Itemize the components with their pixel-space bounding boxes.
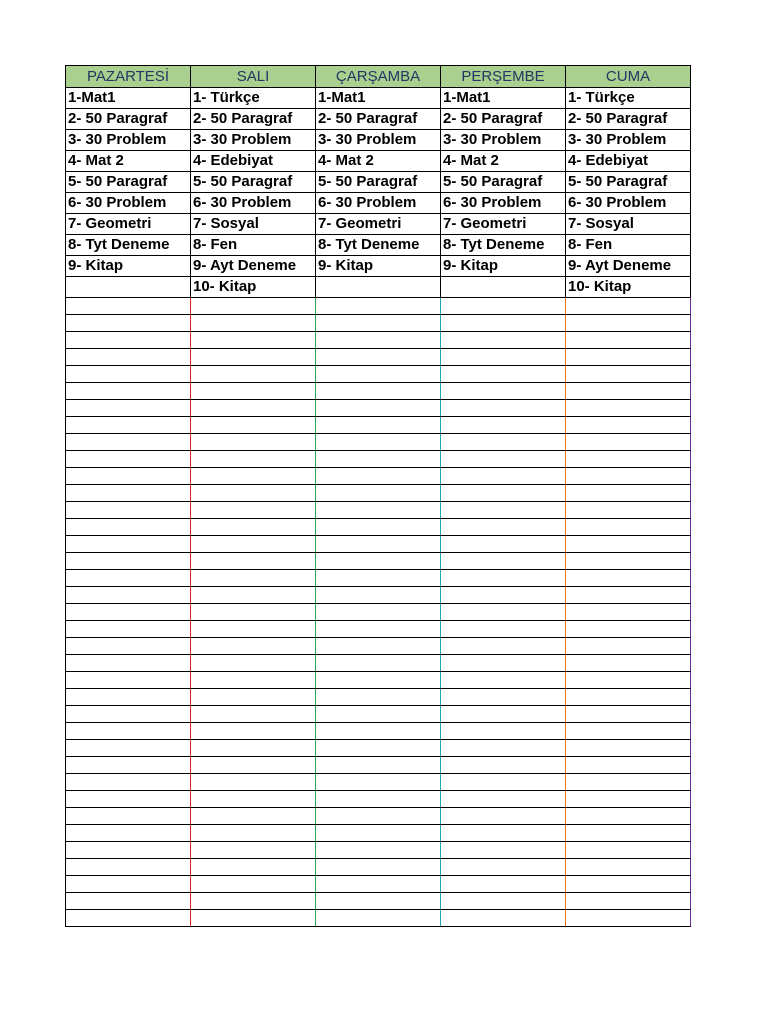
empty-cell[interactable] (316, 638, 441, 655)
empty-row (66, 723, 691, 740)
empty-cell[interactable] (566, 587, 691, 604)
table-row (66, 151, 691, 172)
empty-cell[interactable] (316, 587, 441, 604)
empty-cell[interactable] (441, 451, 566, 468)
empty-cell[interactable] (66, 689, 191, 706)
empty-cell[interactable] (66, 604, 191, 621)
empty-row (66, 740, 691, 757)
empty-cell[interactable] (316, 383, 441, 400)
empty-cell[interactable] (566, 859, 691, 876)
empty-cell[interactable] (316, 519, 441, 536)
empty-cell[interactable] (316, 655, 441, 672)
empty-cell[interactable] (66, 910, 191, 927)
empty-cell[interactable] (566, 706, 691, 723)
empty-row (66, 672, 691, 689)
empty-cell[interactable] (66, 298, 191, 315)
header-cell-persembe[interactable]: PERŞEMBE (441, 66, 566, 88)
empty-cell[interactable] (316, 400, 441, 417)
weekly-schedule-table (65, 65, 691, 927)
empty-row (66, 774, 691, 791)
empty-cell[interactable] (566, 451, 691, 468)
empty-cell[interactable] (191, 451, 316, 468)
table-row (66, 256, 691, 277)
empty-cell[interactable] (316, 451, 441, 468)
empty-row (66, 553, 691, 570)
empty-cell[interactable] (191, 910, 316, 927)
table-cell[interactable]: 2- 50 Paragraf (316, 109, 441, 130)
header-cell-sali[interactable]: SALI (191, 66, 316, 88)
empty-row (66, 536, 691, 553)
empty-cell[interactable] (191, 689, 316, 706)
empty-cell[interactable] (566, 638, 691, 655)
empty-cell[interactable] (566, 774, 691, 791)
table-cell[interactable]: 4- Mat 2 (66, 151, 191, 172)
table-cell[interactable]: 5- 50 Paragraf (316, 172, 441, 193)
table-cell[interactable]: 6- 30 Problem (191, 193, 316, 214)
empty-row (66, 570, 691, 587)
table-cell[interactable]: 2- 50 Paragraf (66, 109, 191, 130)
empty-row (66, 400, 691, 417)
empty-cell[interactable] (441, 774, 566, 791)
empty-cell[interactable] (566, 876, 691, 893)
empty-cell[interactable] (566, 417, 691, 434)
empty-cell[interactable] (191, 638, 316, 655)
empty-row (66, 332, 691, 349)
empty-cell[interactable] (441, 621, 566, 638)
table-cell[interactable]: 5- 50 Paragraf (66, 172, 191, 193)
table-cell[interactable]: 1- Türkçe (566, 88, 691, 109)
empty-cell[interactable] (316, 876, 441, 893)
empty-cell[interactable] (316, 893, 441, 910)
empty-row (66, 366, 691, 383)
empty-cell[interactable] (441, 791, 566, 808)
table-cell[interactable]: 10- Kitap (191, 277, 316, 298)
empty-cell[interactable] (566, 655, 691, 672)
empty-cell[interactable] (316, 349, 441, 366)
empty-cell[interactable] (316, 315, 441, 332)
header-cell-cuma[interactable]: CUMA (566, 66, 691, 88)
empty-cell[interactable] (66, 536, 191, 553)
empty-cell[interactable] (316, 689, 441, 706)
empty-cell[interactable] (316, 621, 441, 638)
empty-cell[interactable] (316, 417, 441, 434)
empty-row (66, 485, 691, 502)
empty-cell[interactable] (191, 553, 316, 570)
empty-cell[interactable] (566, 349, 691, 366)
table-row (66, 277, 691, 298)
table-cell[interactable]: 2- 50 Paragraf (191, 109, 316, 130)
empty-row (66, 468, 691, 485)
empty-cell[interactable] (66, 740, 191, 757)
empty-cell[interactable] (66, 434, 191, 451)
empty-cell[interactable] (191, 859, 316, 876)
empty-cell[interactable] (66, 383, 191, 400)
empty-cell[interactable] (441, 468, 566, 485)
empty-cell[interactable] (191, 519, 316, 536)
empty-cell[interactable] (441, 672, 566, 689)
empty-cell[interactable] (66, 706, 191, 723)
empty-cell[interactable] (191, 349, 316, 366)
empty-cell[interactable] (66, 723, 191, 740)
empty-cell[interactable] (441, 315, 566, 332)
table-cell[interactable]: 1-Mat1 (66, 88, 191, 109)
empty-cell[interactable] (316, 468, 441, 485)
empty-cell[interactable] (441, 876, 566, 893)
empty-cell[interactable] (66, 570, 191, 587)
table-cell[interactable]: 8- Fen (566, 235, 691, 256)
empty-cell[interactable] (191, 774, 316, 791)
empty-cell[interactable] (316, 553, 441, 570)
empty-cell[interactable] (441, 604, 566, 621)
empty-row (66, 757, 691, 774)
empty-cell[interactable] (191, 366, 316, 383)
empty-row (66, 417, 691, 434)
table-cell[interactable]: 3- 30 Problem (566, 130, 691, 151)
table-cell[interactable]: 5- 50 Paragraf (191, 172, 316, 193)
empty-cell[interactable] (316, 570, 441, 587)
empty-row (66, 808, 691, 825)
empty-cell[interactable] (316, 672, 441, 689)
table-row (66, 172, 691, 193)
table-cell[interactable]: 1- Türkçe (191, 88, 316, 109)
table-cell[interactable]: 6- 30 Problem (316, 193, 441, 214)
empty-row (66, 383, 691, 400)
empty-cell[interactable] (316, 485, 441, 502)
empty-cell[interactable] (441, 502, 566, 519)
table-cell[interactable]: 4- Edebiyat (191, 151, 316, 172)
empty-cell[interactable] (316, 910, 441, 927)
empty-cell[interactable] (66, 842, 191, 859)
empty-cell[interactable] (441, 825, 566, 842)
table-row (66, 193, 691, 214)
empty-cell[interactable] (316, 723, 441, 740)
table-cell[interactable]: 4- Mat 2 (316, 151, 441, 172)
empty-cell[interactable] (316, 774, 441, 791)
empty-cell[interactable] (191, 570, 316, 587)
empty-row (66, 791, 691, 808)
empty-row (66, 825, 691, 842)
empty-cell[interactable] (191, 485, 316, 502)
empty-cell[interactable] (566, 519, 691, 536)
empty-cell[interactable] (191, 706, 316, 723)
empty-cell[interactable] (66, 349, 191, 366)
empty-cell[interactable] (316, 791, 441, 808)
empty-row (66, 298, 691, 315)
empty-cell[interactable] (66, 587, 191, 604)
empty-row (66, 502, 691, 519)
table-row (66, 88, 691, 109)
empty-row (66, 621, 691, 638)
empty-cell[interactable] (191, 757, 316, 774)
empty-cell[interactable] (441, 553, 566, 570)
table-cell[interactable]: 5- 50 Paragraf (566, 172, 691, 193)
empty-row (66, 893, 691, 910)
empty-row (66, 451, 691, 468)
empty-cell[interactable] (441, 893, 566, 910)
empty-row (66, 876, 691, 893)
empty-cell[interactable] (191, 315, 316, 332)
empty-cell[interactable] (566, 757, 691, 774)
empty-cell[interactable] (66, 876, 191, 893)
table-cell[interactable]: 1-Mat1 (316, 88, 441, 109)
empty-cell[interactable] (441, 808, 566, 825)
empty-cell[interactable] (566, 553, 691, 570)
empty-cell[interactable] (66, 485, 191, 502)
empty-cell[interactable] (191, 825, 316, 842)
table-cell[interactable]: 2- 50 Paragraf (441, 109, 566, 130)
table-cell[interactable]: 2- 50 Paragraf (566, 109, 691, 130)
table-cell[interactable]: 6- 30 Problem (66, 193, 191, 214)
empty-cell[interactable] (441, 689, 566, 706)
empty-cell[interactable] (66, 332, 191, 349)
table-cell[interactable]: 9- Kitap (441, 256, 566, 277)
empty-cell[interactable] (316, 740, 441, 757)
empty-cell[interactable] (441, 332, 566, 349)
empty-cell[interactable] (191, 298, 316, 315)
empty-cell[interactable] (316, 842, 441, 859)
table-cell[interactable]: 6- 30 Problem (566, 193, 691, 214)
empty-cell[interactable] (191, 808, 316, 825)
empty-cell[interactable] (191, 417, 316, 434)
empty-cell[interactable] (66, 757, 191, 774)
empty-cell[interactable] (66, 825, 191, 842)
empty-cell[interactable] (316, 366, 441, 383)
empty-cell[interactable] (441, 298, 566, 315)
empty-cell[interactable] (441, 519, 566, 536)
table-cell[interactable]: 4- Edebiyat (566, 151, 691, 172)
table-cell[interactable]: 6- 30 Problem (441, 193, 566, 214)
schedule-body (66, 88, 691, 927)
empty-cell[interactable] (441, 417, 566, 434)
empty-cell[interactable] (66, 774, 191, 791)
empty-cell[interactable] (191, 723, 316, 740)
table-cell[interactable]: 7- Geometri (316, 214, 441, 235)
table-cell[interactable]: 4- Mat 2 (441, 151, 566, 172)
table-cell[interactable]: 9- Ayt Deneme (566, 256, 691, 277)
table-cell[interactable]: 7- Geometri (66, 214, 191, 235)
table-cell[interactable]: 7- Geometri (441, 214, 566, 235)
table-cell[interactable]: 10- Kitap (566, 277, 691, 298)
empty-cell[interactable] (191, 672, 316, 689)
empty-cell[interactable] (191, 587, 316, 604)
empty-cell[interactable] (566, 468, 691, 485)
empty-cell[interactable] (66, 553, 191, 570)
table-cell[interactable]: 8- Tyt Deneme (441, 235, 566, 256)
empty-cell[interactable] (316, 825, 441, 842)
empty-cell[interactable] (441, 740, 566, 757)
empty-cell[interactable] (66, 400, 191, 417)
empty-cell[interactable] (191, 400, 316, 417)
empty-cell[interactable] (191, 434, 316, 451)
empty-cell[interactable] (441, 706, 566, 723)
table-cell[interactable]: 3- 30 Problem (441, 130, 566, 151)
empty-cell[interactable] (566, 808, 691, 825)
empty-cell[interactable] (66, 808, 191, 825)
table-cell[interactable]: 7- Sosyal (191, 214, 316, 235)
empty-cell[interactable] (66, 672, 191, 689)
table-cell[interactable]: 8- Fen (191, 235, 316, 256)
empty-cell[interactable] (566, 400, 691, 417)
empty-cell[interactable] (66, 451, 191, 468)
table-cell[interactable]: 8- Tyt Deneme (66, 235, 191, 256)
empty-cell[interactable] (316, 604, 441, 621)
empty-cell[interactable] (66, 315, 191, 332)
table-cell[interactable]: 5- 50 Paragraf (441, 172, 566, 193)
empty-cell[interactable] (566, 893, 691, 910)
empty-cell[interactable] (66, 468, 191, 485)
table-cell[interactable]: 9- Kitap (316, 256, 441, 277)
table-cell[interactable]: 8- Tyt Deneme (316, 235, 441, 256)
empty-cell[interactable] (441, 587, 566, 604)
table-cell[interactable]: 3- 30 Problem (66, 130, 191, 151)
empty-cell[interactable] (566, 723, 691, 740)
table-row (66, 109, 691, 130)
empty-cell[interactable] (566, 740, 691, 757)
empty-row (66, 638, 691, 655)
empty-cell[interactable] (191, 740, 316, 757)
empty-cell[interactable] (441, 859, 566, 876)
empty-cell[interactable] (316, 502, 441, 519)
empty-cell[interactable] (191, 502, 316, 519)
empty-cell[interactable] (191, 893, 316, 910)
empty-cell[interactable] (191, 332, 316, 349)
empty-cell[interactable] (316, 298, 441, 315)
header-cell-pazartesi[interactable]: PAZARTESİ (66, 66, 191, 88)
empty-cell[interactable] (441, 349, 566, 366)
table-cell[interactable]: 3- 30 Problem (191, 130, 316, 151)
empty-row (66, 434, 691, 451)
empty-cell[interactable] (566, 434, 691, 451)
empty-row (66, 349, 691, 366)
empty-cell[interactable] (66, 638, 191, 655)
empty-row (66, 706, 691, 723)
empty-row (66, 842, 691, 859)
table-cell[interactable]: 1-Mat1 (441, 88, 566, 109)
empty-cell[interactable] (566, 825, 691, 842)
empty-cell[interactable] (441, 366, 566, 383)
empty-cell[interactable] (191, 621, 316, 638)
empty-cell[interactable] (441, 910, 566, 927)
empty-row (66, 519, 691, 536)
empty-cell[interactable] (566, 366, 691, 383)
empty-cell[interactable] (441, 723, 566, 740)
empty-cell[interactable] (441, 400, 566, 417)
table-cell[interactable] (441, 277, 566, 298)
empty-cell[interactable] (566, 910, 691, 927)
empty-row (66, 315, 691, 332)
empty-cell[interactable] (441, 638, 566, 655)
empty-cell[interactable] (441, 570, 566, 587)
empty-cell[interactable] (191, 876, 316, 893)
header-row (66, 66, 691, 88)
empty-cell[interactable] (316, 536, 441, 553)
empty-cell[interactable] (566, 842, 691, 859)
empty-cell[interactable] (566, 332, 691, 349)
empty-row (66, 604, 691, 621)
empty-cell[interactable] (441, 383, 566, 400)
empty-cell[interactable] (316, 808, 441, 825)
empty-cell[interactable] (66, 859, 191, 876)
table-row (66, 214, 691, 235)
empty-cell[interactable] (66, 621, 191, 638)
empty-cell[interactable] (191, 791, 316, 808)
empty-cell[interactable] (566, 689, 691, 706)
empty-cell[interactable] (66, 655, 191, 672)
empty-cell[interactable] (566, 536, 691, 553)
table-cell[interactable] (66, 277, 191, 298)
empty-cell[interactable] (66, 519, 191, 536)
table-cell[interactable]: 7- Sosyal (566, 214, 691, 235)
empty-cell[interactable] (191, 383, 316, 400)
table-cell[interactable]: 9- Kitap (66, 256, 191, 277)
empty-cell[interactable] (566, 604, 691, 621)
empty-row (66, 655, 691, 672)
empty-cell[interactable] (566, 672, 691, 689)
table-cell[interactable]: 9- Ayt Deneme (191, 256, 316, 277)
empty-cell[interactable] (191, 604, 316, 621)
table-cell[interactable]: 3- 30 Problem (316, 130, 441, 151)
empty-cell[interactable] (441, 485, 566, 502)
empty-cell[interactable] (316, 859, 441, 876)
empty-cell[interactable] (441, 536, 566, 553)
empty-cell[interactable] (566, 570, 691, 587)
empty-cell[interactable] (566, 502, 691, 519)
empty-cell[interactable] (316, 332, 441, 349)
empty-cell[interactable] (566, 791, 691, 808)
empty-cell[interactable] (441, 434, 566, 451)
empty-row (66, 587, 691, 604)
empty-cell[interactable] (66, 893, 191, 910)
table-cell[interactable] (316, 277, 441, 298)
empty-cell[interactable] (441, 655, 566, 672)
table-row (66, 235, 691, 256)
empty-cell[interactable] (566, 298, 691, 315)
empty-cell[interactable] (566, 485, 691, 502)
empty-cell[interactable] (191, 468, 316, 485)
empty-cell[interactable] (316, 757, 441, 774)
table-row (66, 130, 691, 151)
header-cell-carsamba[interactable]: ÇARŞAMBA (316, 66, 441, 88)
empty-cell[interactable] (566, 383, 691, 400)
empty-cell[interactable] (66, 417, 191, 434)
empty-cell[interactable] (191, 536, 316, 553)
empty-row (66, 689, 691, 706)
empty-cell[interactable] (66, 791, 191, 808)
empty-cell[interactable] (66, 366, 191, 383)
empty-cell[interactable] (566, 621, 691, 638)
empty-cell[interactable] (441, 757, 566, 774)
empty-cell[interactable] (316, 434, 441, 451)
empty-cell[interactable] (441, 842, 566, 859)
empty-cell[interactable] (316, 706, 441, 723)
empty-cell[interactable] (191, 842, 316, 859)
empty-cell[interactable] (191, 655, 316, 672)
empty-cell[interactable] (66, 502, 191, 519)
empty-row (66, 910, 691, 927)
empty-cell[interactable] (566, 315, 691, 332)
empty-row (66, 859, 691, 876)
